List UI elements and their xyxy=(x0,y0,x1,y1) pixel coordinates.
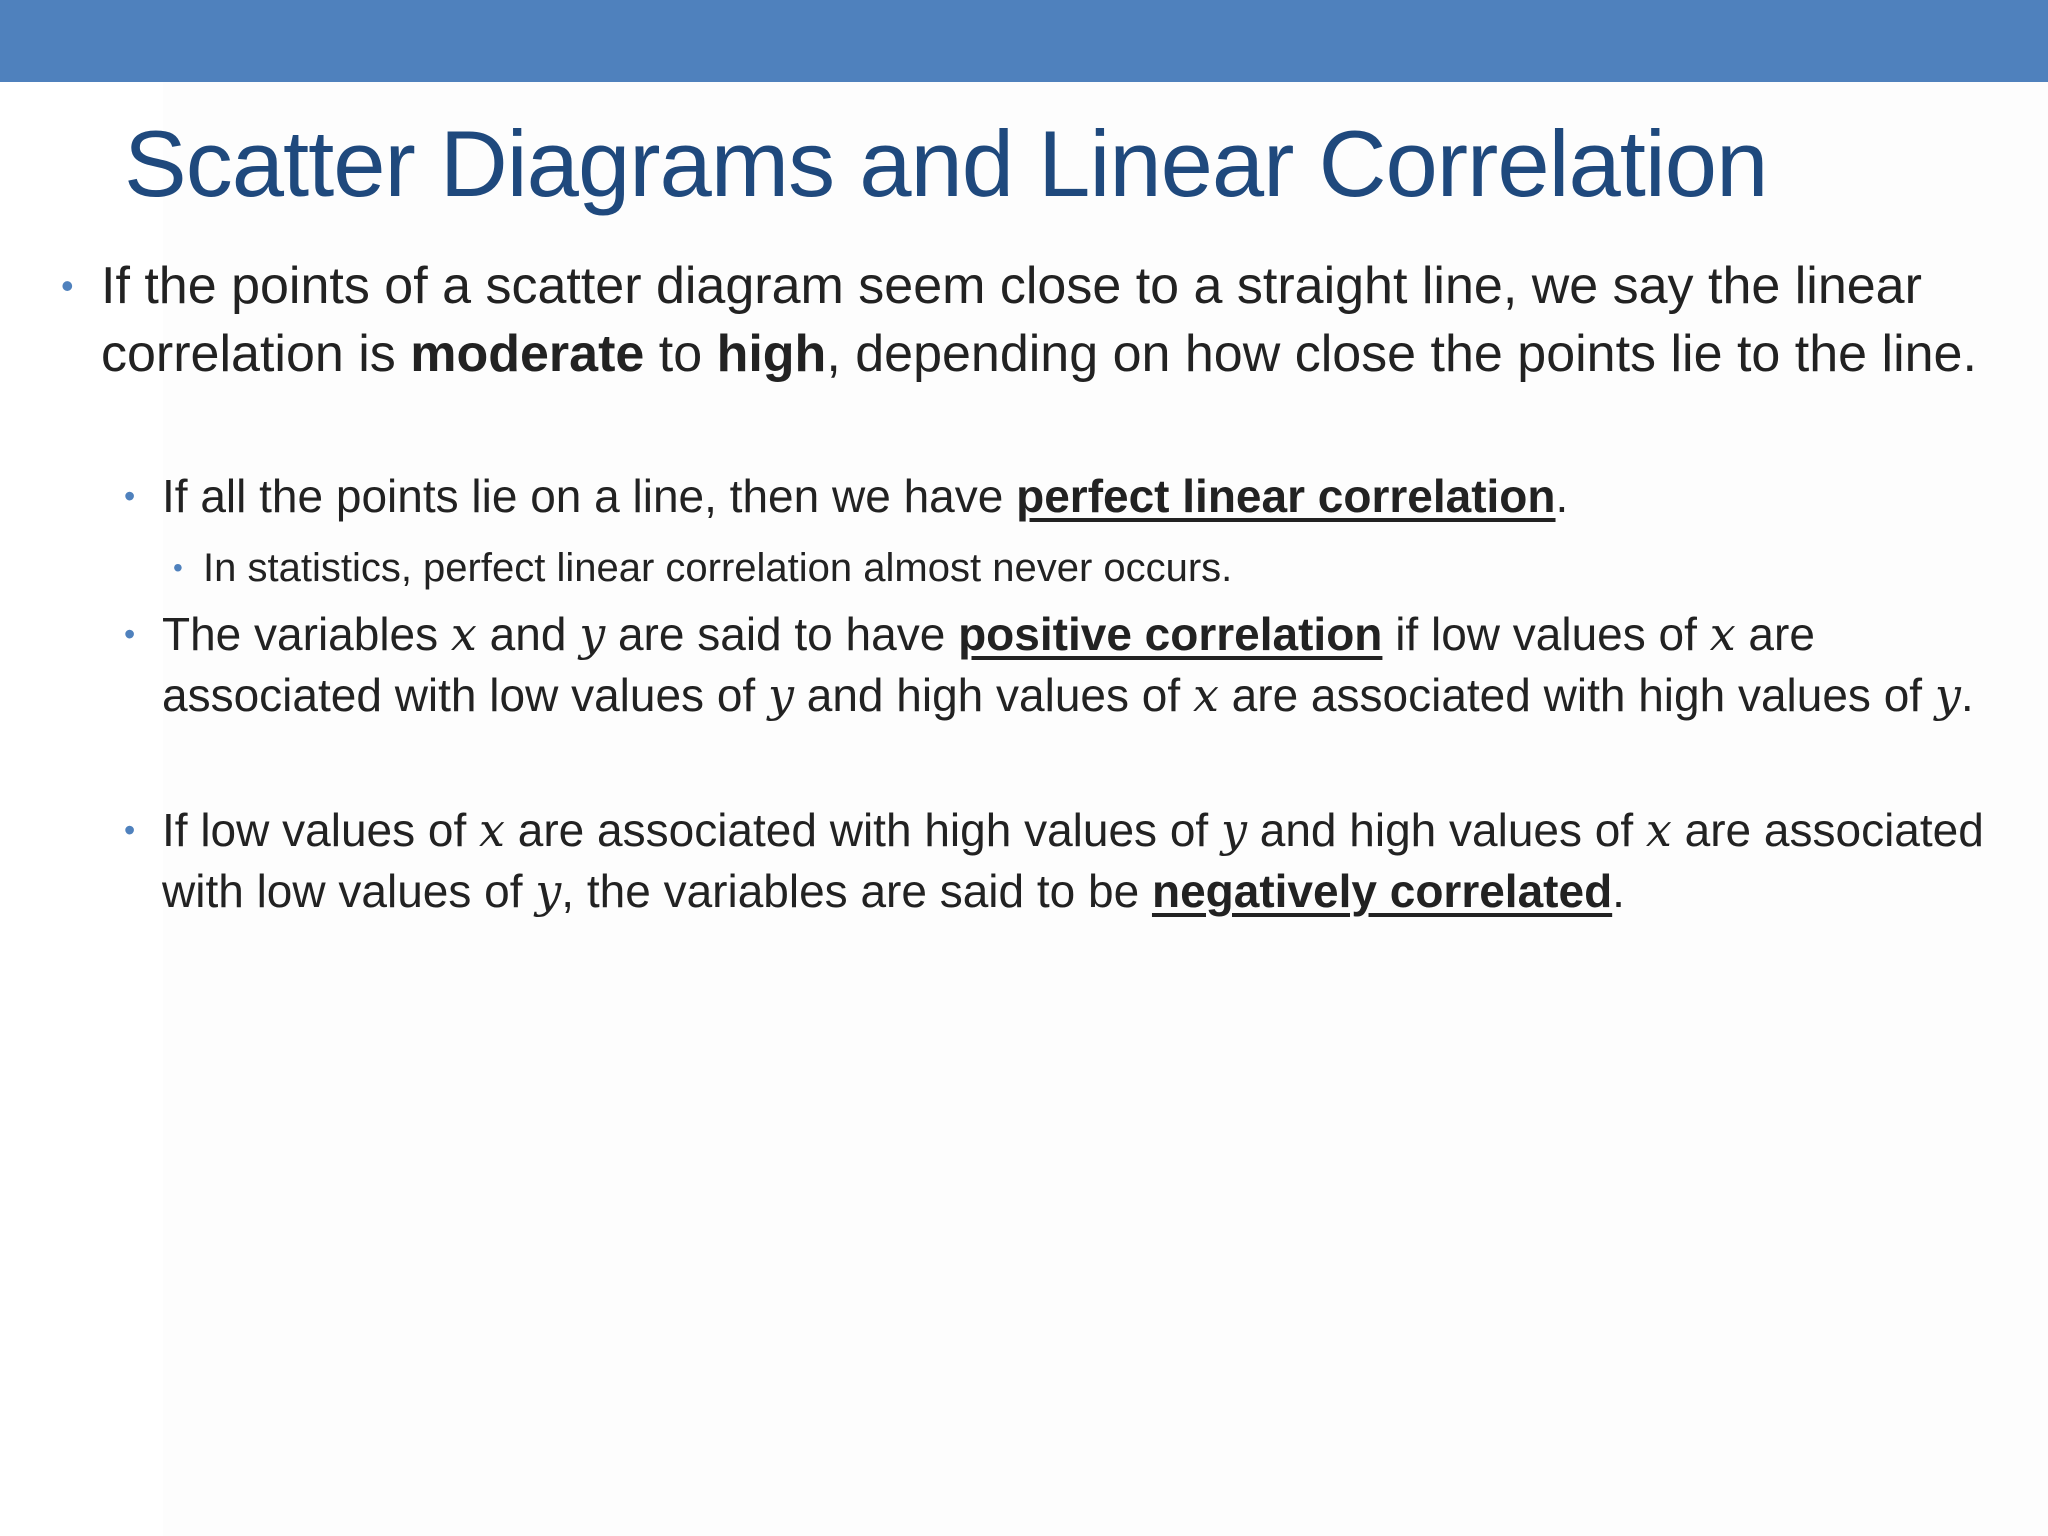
term-negatively-correlated: negatively correlated xyxy=(1151,865,1613,917)
text-fragment: . xyxy=(1960,669,1974,721)
variable-y: y xyxy=(1220,803,1247,857)
bullet-dot-icon: • xyxy=(124,616,136,652)
text-fragment: If the points of a scatter diagram seem close to a straight line, we say the linear correlation is xyxy=(101,257,1922,383)
bullet-dot-icon: • xyxy=(61,265,74,306)
variable-y: y xyxy=(579,607,606,661)
variable-x: x xyxy=(1645,803,1672,857)
bullet-level2 xyxy=(124,604,2002,726)
text-fragment: , depending on how close the points lie to the line. xyxy=(826,325,1977,383)
bullet-text xyxy=(162,608,1974,721)
text-fragment: are said to have xyxy=(605,608,959,660)
variable-x: x xyxy=(450,607,477,661)
text-fragment: if low values of xyxy=(1382,608,1710,660)
text-fragment: are associated with high values of xyxy=(1218,669,1935,721)
text-fragment: and high values of xyxy=(793,669,1193,721)
variable-y: y xyxy=(767,668,794,722)
text-fragment: . xyxy=(1612,865,1625,917)
bullet-level1 xyxy=(61,252,2021,388)
text-fragment: The variables xyxy=(162,608,451,660)
bullet-dot-icon: • xyxy=(124,812,136,848)
bullet-level3 xyxy=(173,542,1993,594)
bullet-dot-icon: • xyxy=(173,552,183,583)
bold-term-high: high xyxy=(716,325,827,383)
term-positive-correlation: positive correlation xyxy=(958,608,1383,660)
text-fragment: . xyxy=(1555,470,1569,522)
text-fragment: , the variables are said to be xyxy=(561,865,1152,917)
bullet-text xyxy=(162,470,1568,522)
bullet-text: In statistics, perfect linear correlation almost never occurs. xyxy=(203,546,1233,590)
bullet-text xyxy=(162,804,1984,917)
variable-x: x xyxy=(479,803,505,857)
text-fragment: are associated with low values of xyxy=(162,608,1815,721)
variable-x: x xyxy=(1192,668,1219,722)
text-fragment: If low values of xyxy=(162,804,480,856)
bullet-text xyxy=(101,257,1977,383)
text-fragment: If all the points lie on a line, then we have xyxy=(162,470,1017,522)
text-fragment: and high values of xyxy=(1246,804,1646,856)
variable-y: y xyxy=(535,864,562,918)
text-fragment: are associated with high values of xyxy=(505,804,1221,856)
term-perfect-linear-correlation: perfect linear correlation xyxy=(1016,470,1556,522)
header-bar xyxy=(0,0,2048,82)
bullet-level2 xyxy=(124,466,2002,527)
text-fragment: are associated with low values of xyxy=(162,804,1984,917)
slide-title: Scatter Diagrams and Linear Correlation xyxy=(124,111,1768,216)
bold-term-moderate: moderate xyxy=(410,325,645,383)
bullet-level2 xyxy=(124,800,2002,922)
text-fragment: and xyxy=(476,608,580,660)
variable-x: x xyxy=(1709,607,1736,661)
variable-y: y xyxy=(1934,668,1961,722)
bullet-dot-icon: • xyxy=(124,478,136,514)
text-fragment: to xyxy=(644,325,717,383)
